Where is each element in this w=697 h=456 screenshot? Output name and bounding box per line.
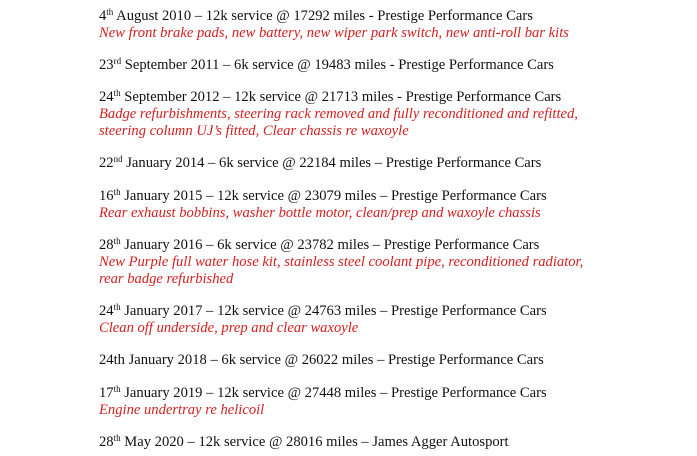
work-note: New Purple full water hose kit, stainless steel coolant pipe, reconditioned radiator, [99,254,584,270]
service-entry [99,57,697,74]
entry-details: September 2011 – 6k service @ 19483 miles - Prestige Performance Cars [121,57,554,73]
work-note: Badge refurbishments, steering rack removed and fully reconditioned and refitted, [99,106,578,122]
entry-day-suffix: th [113,187,121,197]
entry-day: 22 [99,155,114,171]
service-entry [99,89,697,140]
entry-day-suffix: th [113,302,121,312]
service-entry [99,434,697,451]
work-note: steering column UJ’s fitted, Clear chassis re waxoyle [99,123,409,139]
entry-day: 24 [99,303,114,319]
work-note: Engine undertray re helicoil [99,402,265,418]
entry-day: 17 [99,385,114,401]
service-heading [99,303,697,320]
service-heading [99,385,697,402]
service-heading [99,434,697,451]
service-entry [99,303,697,337]
work-note: New front brake pads, new battery, new wiper park switch, new anti-roll bar kits [99,25,569,41]
work-note: Clean off underside, prep and clear waxoyle [99,320,359,336]
entry-details: January 2015 – 12k service @ 23079 miles – Prestige Performance Cars [120,188,547,204]
service-heading [99,155,697,172]
entry-day-suffix: th [113,433,121,443]
entry-day: 24 [99,89,114,105]
service-heading [99,237,697,254]
entry-details: May 2020 – 12k service @ 28016 miles – James Agger Autosport [120,434,509,450]
work-note: rear badge refurbished [99,271,234,287]
entry-details: August 2010 – 12k service @ 17292 miles - Prestige Performance Cars [113,8,533,24]
service-heading [99,57,697,74]
service-entry [99,155,697,172]
entry-day: 28 [99,434,114,450]
work-note: Rear exhaust bobbins, washer bottle motor, clean/prep and waxoyle chassis [99,205,541,221]
entry-day: 28 [99,237,114,253]
entry-day: 23 [99,57,114,73]
entry-details: 24th January 2018 – 6k service @ 26022 miles – Prestige Performance Cars [99,352,544,368]
entry-details: January 2019 – 12k service @ 27448 miles – Prestige Performance Cars [120,385,547,401]
entry-details: January 2016 – 6k service @ 23782 miles – Prestige Performance Cars [120,237,540,253]
entry-day-suffix: th [113,384,121,394]
entry-details: January 2017 – 12k service @ 24763 miles – Prestige Performance Cars [120,303,547,319]
service-entry [99,188,697,222]
entry-details: January 2014 – 6k service @ 22184 miles – Prestige Performance Cars [122,155,542,171]
service-heading [99,89,697,106]
service-heading [99,8,697,25]
service-entry [99,385,697,419]
entry-day: 16 [99,188,114,204]
entry-day-suffix: rd [113,56,122,66]
entry-day-suffix: nd [113,154,123,164]
entry-day-suffix: th [106,7,114,17]
service-heading [99,188,697,205]
entry-day-suffix: th [113,88,121,98]
service-entry [99,8,697,42]
entry-day: 4 [99,8,107,24]
service-heading [99,352,697,369]
service-entry [99,352,697,369]
service-entry [99,237,697,288]
entry-day-suffix: th [113,236,121,246]
entry-details: September 2012 – 12k service @ 21713 miles - Prestige Performance Cars [120,89,562,105]
